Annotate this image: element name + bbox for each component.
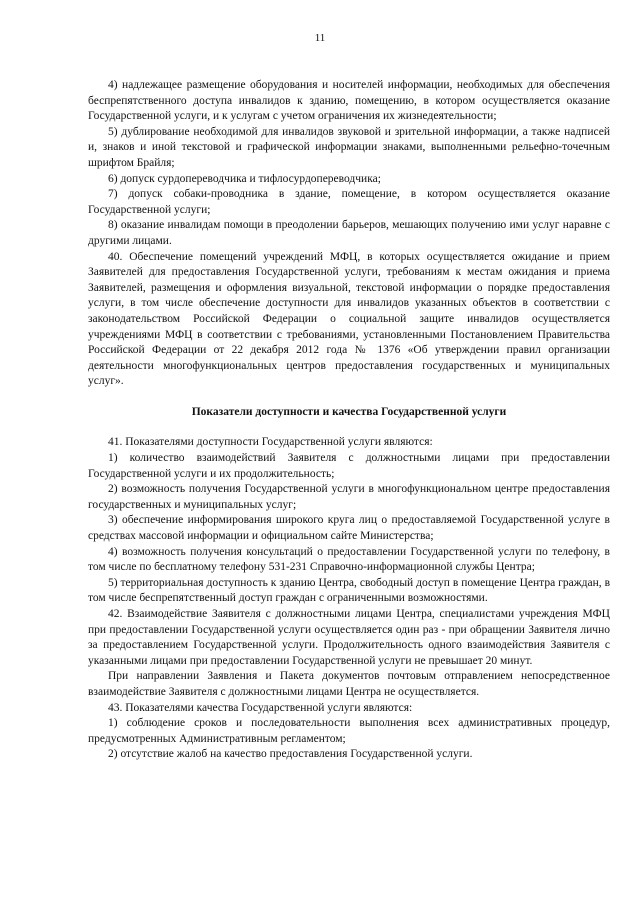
paragraph: 7) допуск собаки-проводника в здание, помещение, в котором осуществляется оказание Государственной услуги; <box>88 188 610 216</box>
paragraph: 3) обеспечение информирования широкого круга лиц о предоставляемой Государственной услуге в средствах массовой информации и официальном сайте Министерства; <box>88 514 610 543</box>
paragraph: 43. Показателями качества Государственной услуги являются: <box>108 701 413 714</box>
paragraph: 6) допуск сурдопереводчика и тифлосурдопереводчика; <box>108 172 381 185</box>
paragraph: 4) возможность получения консультаций о предоставлении Государственной услуги по телефону, в том числе по бесплатному телефону 531-231 Справочно-информационной службы Центра; <box>88 545 610 574</box>
paragraph: 2) возможность получения Государственной услуги в многофункциональном центре предоставления государственных и муниципальных услуг; <box>88 483 610 511</box>
paragraph: При направлении Заявления и Пакета документов почтовым отправлением непосредственное взаимодействие Заявителя с должностными лицами Центра не осуществляется. <box>88 670 610 698</box>
paragraph: 41. Показателями доступности Государственной услуги являются: <box>108 436 433 449</box>
document-body <box>88 78 610 763</box>
paragraph: 5) дублирование необходимой для инвалидов звуковой и зрительной информации, а также надписей и, знаков и иной текстовой и графической информации знаками, выполненными рельефно-точечным шрифтом Брайля; <box>88 125 610 169</box>
paragraph: 1) количество взаимодействий Заявителя с должностными лицами при предоставлении Государственной услуги и их продолжительность; <box>88 452 610 480</box>
paragraph: 1) соблюдение сроков и последовательности выполнения всех административных процедур, предусмотренных Административным регламентом; <box>88 717 610 745</box>
section-heading: Показатели доступности и качества Государственной услуги <box>191 405 507 418</box>
paragraph: 2) отсутствие жалоб на качество предоставления Государственной услуги. <box>108 748 473 761</box>
paragraph: 4) надлежащее размещение оборудования и носителей информации, необходимых для обеспечения беспрепятственного доступа инвалидов к зданию, помещению, в котором осуществляется оказание Государственной услуги, и к услугам с учетом ограничения их жизнедеятельности; <box>88 79 610 123</box>
paragraph: 8) оказание инвалидам помощи в преодолении барьеров, мешающих получению ими услуг наравне с другими лицами. <box>88 219 610 247</box>
paragraph: 40. Обеспечение помещений учреждений МФЦ, в которых осуществляется ожидание и прием Заявителей для предоставления Государственной услуги, требованиям к местам ожидания и приема Заявителей, размещения и оформления визуальной, текстовой информации о порядке предоставления услуги, в том числе обеспечение доступности для инвалидов указанных объектов в соответствии с законодательством Российской Федерации о социальной защите инвалидов осуществляется учреждениями МФЦ в соответствии с требованиями, установленными Постановлением Правительства Российской Федерации от 22 декабря 2012 года № 1376 «Об утверждении правил организации деятельности многофункциональных центров предоставления государственных и муниципальных услуг». <box>88 250 610 388</box>
paragraph: 5) территориальная доступность к зданию Центра, свободный доступ в помещение Центра граждан, в том числе беспрепятственный доступ граждан с ограниченными возможностями. <box>88 576 610 605</box>
page-number: 11 <box>314 32 326 44</box>
paragraph: 42. Взаимодействие Заявителя с должностными лицами Центра, специалистами учреждения МФЦ при предоставлении Государственной услуги осуществляется один раз - при обращении Заявителя лично за предоставлением Государственной услуги. Продолжительность одного взаимодействия Заявителя с указанными лицами при предоставлении Государственной услуги не превышает 20 минут. <box>88 608 610 667</box>
